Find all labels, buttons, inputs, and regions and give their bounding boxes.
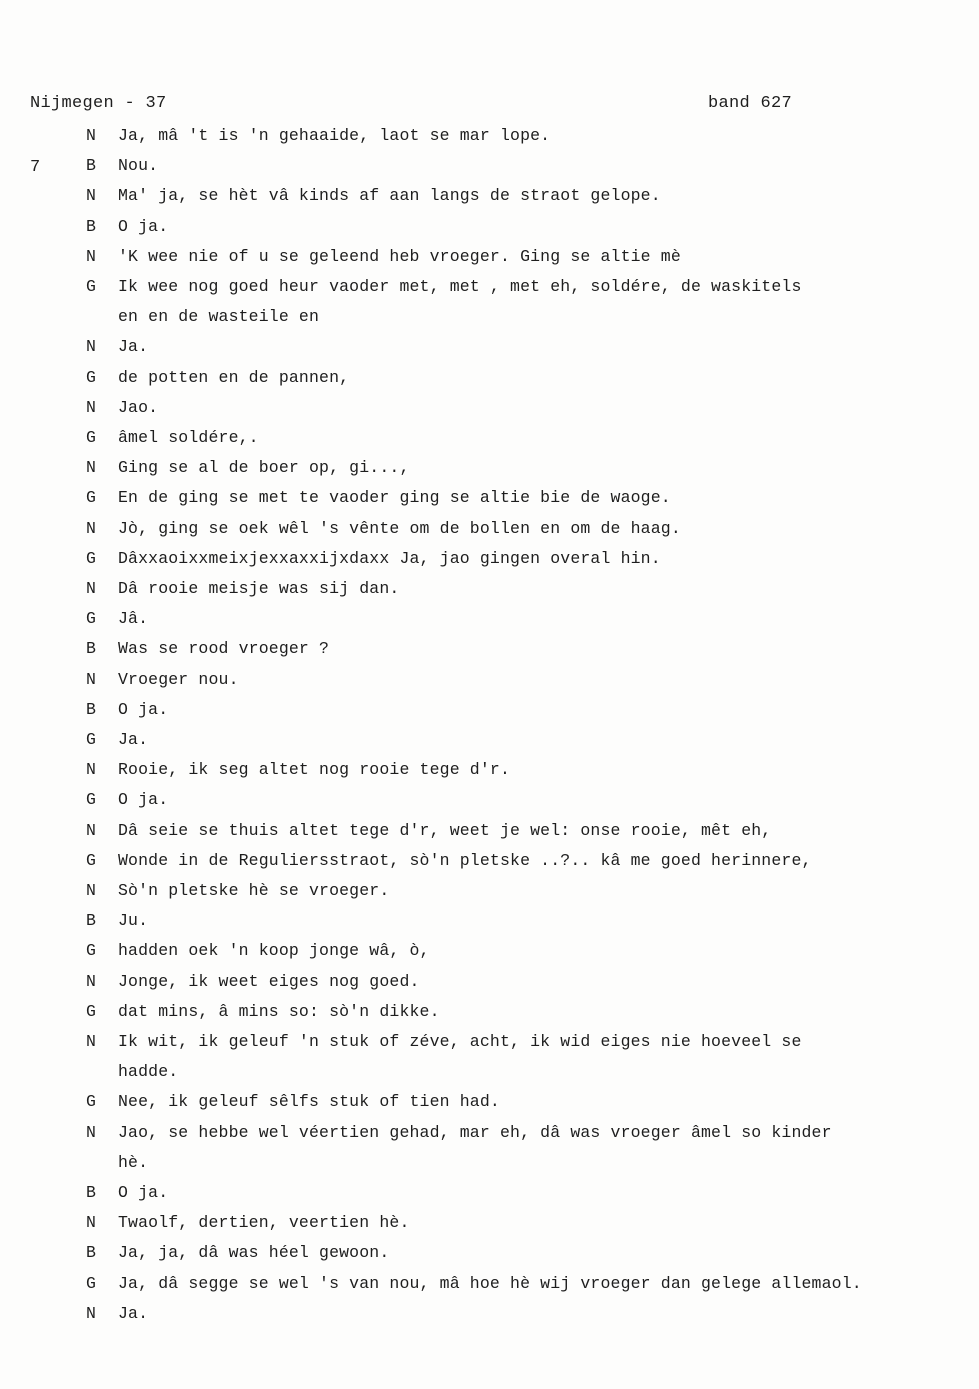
speaker-label: N: [86, 820, 96, 840]
line-text: En de ging se met te vaoder ging se altie bie de waoge.: [118, 488, 671, 508]
transcript-line: [0, 247, 979, 269]
line-text: Ju.: [118, 911, 149, 931]
line-text: Ja.: [118, 337, 149, 357]
line-text: 'K wee nie of u se geleend heb vroeger. Ging se altie mè: [118, 246, 681, 266]
speaker-label: N: [86, 246, 96, 266]
transcript-line: [0, 760, 979, 782]
transcript-line: [0, 549, 979, 571]
line-text: Ja, mâ 't is 'n gehaaide, laot se mar lope.: [118, 126, 551, 145]
line-text: O ja.: [118, 699, 169, 719]
speaker-label: N: [86, 337, 96, 357]
margin-number: 7: [30, 158, 41, 177]
speaker-label: B: [86, 1183, 96, 1202]
transcript-line: [0, 609, 979, 631]
speaker-label: G: [86, 850, 96, 870]
transcript-line: [0, 337, 979, 359]
line-text: Dâxxaoixxmeixjexxaxxijxdaxx Ja, jao gingen overal hin.: [118, 548, 661, 568]
transcript-line: [0, 398, 979, 420]
transcript-line: [0, 851, 979, 873]
line-text: hadde.: [118, 1062, 179, 1082]
line-text: âmel soldére,.: [118, 428, 259, 447]
transcript-line: [0, 307, 979, 329]
speaker-label: G: [86, 548, 96, 568]
speaker-label: N: [86, 1213, 96, 1233]
line-text: Ja, ja, dâ was héel gewoon.: [118, 1243, 390, 1263]
line-text: Twaolf, dertien, veertien hè.: [118, 1213, 410, 1233]
transcript-line: [0, 217, 979, 239]
line-text: de potten en de pannen,: [118, 367, 350, 387]
speaker-label: B: [86, 639, 96, 659]
speaker-label: N: [86, 397, 96, 417]
speaker-label: N: [86, 760, 96, 780]
speaker-label: N: [86, 518, 96, 538]
line-text: hadden oek 'n koop jonge wâ, ò,: [118, 941, 430, 961]
line-text: Ging se al de boer op, gi...,: [118, 458, 410, 478]
transcript-line: [0, 1213, 979, 1235]
speaker-label: G: [86, 277, 96, 296]
line-text: Jâ.: [118, 609, 149, 629]
speaker-label: G: [86, 1092, 96, 1112]
speaker-label: N: [86, 579, 96, 598]
speaker-label: N: [86, 971, 96, 991]
line-text: O ja.: [118, 790, 169, 810]
transcript-line: [0, 821, 979, 843]
line-text: Jao.: [118, 397, 159, 417]
speaker-label: N: [86, 1303, 96, 1323]
line-text: Ik wit, ik geleuf 'n stuk of zéve, acht, ik wid eiges nie hoeveel se: [118, 1032, 802, 1051]
transcript-line: [0, 156, 979, 178]
line-text: Was se rood vroeger ?: [118, 639, 330, 659]
speaker-label: N: [86, 1032, 96, 1051]
transcript-line: [0, 277, 979, 299]
speaker-label: B: [86, 1243, 96, 1263]
line-text: Nou.: [118, 156, 159, 176]
transcript-line: [0, 488, 979, 510]
transcript-line: [0, 1032, 979, 1054]
speaker-label: B: [86, 699, 96, 719]
transcript-line: [0, 1062, 979, 1084]
line-text: Rooie, ik seg altet nog rooie tege d'r.: [118, 760, 511, 780]
line-text: Jao, se hebbe wel véertien gehad, mar eh, dâ was vroeger âmel so kinder: [118, 1122, 832, 1142]
line-text: Ik wee nog goed heur vaoder met, met , met eh, soldére, de waskitels: [118, 277, 802, 296]
transcript-line: [0, 881, 979, 903]
transcript-line: [0, 941, 979, 963]
speaker-label: N: [86, 458, 96, 478]
speaker-label: G: [86, 941, 96, 961]
transcript-line: [0, 1153, 979, 1175]
speaker-label: B: [86, 911, 96, 931]
speaker-label: G: [86, 730, 96, 749]
line-text: Vroeger nou.: [118, 669, 239, 689]
speaker-label: N: [86, 126, 96, 145]
speaker-label: G: [86, 1001, 96, 1021]
header-right: band 627: [708, 94, 793, 113]
line-text: en en de wasteile en: [118, 307, 320, 327]
transcript-line: [0, 1243, 979, 1265]
transcript-line: [0, 126, 979, 148]
speaker-label: N: [86, 1122, 96, 1142]
transcript-line: [0, 670, 979, 692]
speaker-label: G: [86, 488, 96, 508]
transcript-line: [0, 700, 979, 722]
transcript-line: [0, 1123, 979, 1145]
line-text: Ja.: [118, 730, 149, 749]
transcript-line: [0, 1092, 979, 1114]
line-text: hè.: [118, 1152, 149, 1172]
transcript-line: [0, 1183, 979, 1205]
transcript-line: [0, 579, 979, 601]
transcript-line: [0, 519, 979, 541]
line-text: Ja.: [118, 1303, 149, 1323]
transcript-line: [0, 1304, 979, 1326]
header-left: Nijmegen - 37: [30, 94, 167, 113]
line-text: Jonge, ik weet eiges nog goed.: [118, 971, 420, 991]
speaker-label: G: [86, 367, 96, 387]
line-text: O ja.: [118, 216, 169, 236]
line-text: dat mins, â mins so: sò'n dikke.: [118, 1001, 440, 1021]
transcript-line: [0, 790, 979, 812]
transcript-line: [0, 730, 979, 752]
speaker-label: G: [86, 790, 96, 810]
speaker-label: N: [86, 669, 96, 689]
transcript-line: [0, 368, 979, 390]
speaker-label: B: [86, 216, 96, 236]
line-text: Jò, ging se oek wêl 's vênte om de bollen en om de haag.: [118, 518, 681, 538]
line-text: Wonde in de Reguliersstraot, sò'n pletske ..?.. kâ me goed herinnere,: [118, 850, 812, 870]
speaker-label: G: [86, 1273, 96, 1293]
transcript-line: [0, 1002, 979, 1024]
line-text: Nee, ik geleuf sêlfs stuk of tien had.: [118, 1092, 500, 1112]
transcript-line: [0, 639, 979, 661]
transcript-line: [0, 186, 979, 208]
speaker-label: B: [86, 156, 96, 176]
transcript-line: [0, 972, 979, 994]
line-text: Ja, dâ segge se wel 's van nou, mâ hoe hè wij vroeger dan gelege allemaol.: [118, 1273, 862, 1293]
transcript-line: [0, 911, 979, 933]
line-text: O ja.: [118, 1183, 169, 1202]
transcript-line: [0, 458, 979, 480]
speaker-label: G: [86, 609, 96, 629]
speaker-label: G: [86, 428, 96, 447]
transcript-line: [0, 428, 979, 450]
line-text: Dâ rooie meisje was sij dan.: [118, 579, 400, 598]
speaker-label: N: [86, 186, 96, 206]
line-text: Ma' ja, se hèt vâ kinds af aan langs de straot gelope.: [118, 186, 661, 206]
speaker-label: N: [86, 881, 96, 900]
line-text: Dâ seie se thuis altet tege d'r, weet je wel: onse rooie, mêt eh,: [118, 820, 772, 840]
line-text: Sò'n pletske hè se vroeger.: [118, 881, 390, 900]
transcript-line: [0, 1274, 979, 1296]
